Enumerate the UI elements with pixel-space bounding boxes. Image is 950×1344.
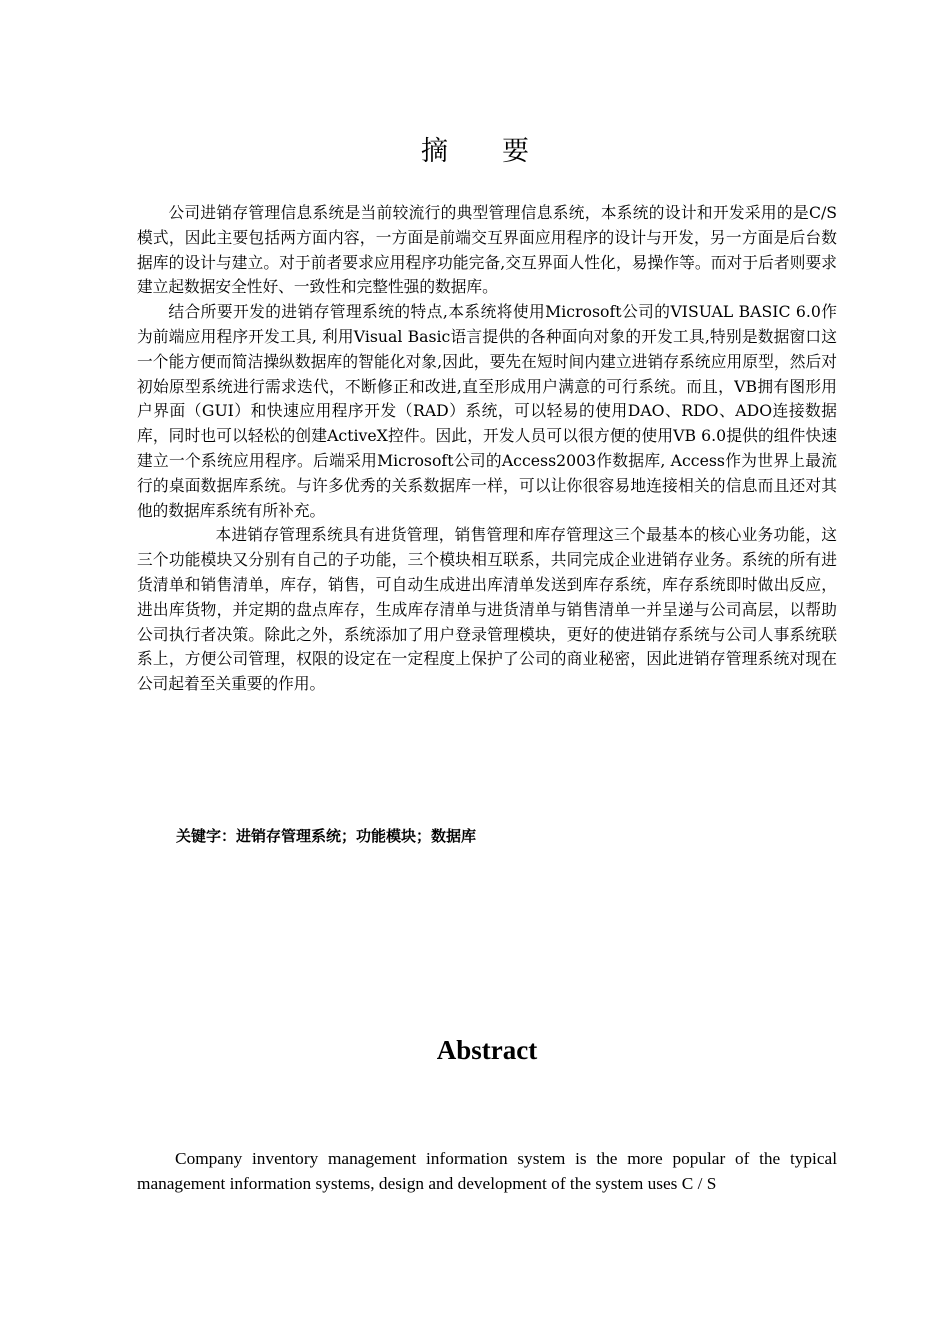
english-paragraph-1: Company inventory management information system is the more popular of the typical management information systems, design and development of the system uses C / S <box>137 1149 837 1193</box>
english-abstract-title: Abstract <box>436 1035 538 1065</box>
keywords-line: 关键字：进销存管理系统；功能模块；数据库 <box>176 827 477 845</box>
chinese-paragraph-1: 公司进销存管理信息系统是当前较流行的典型管理信息系统，本系统的设计和开发采用的是C/S模式，因此主要包括两方面内容，一方面是前端交互界面应用程序的设计与开发，另一方面是后台数据库的设计与建立。对于前者要求应用程序功能完备,交互界面人性化，易操作等。而对于后者则要求建立起数据安全性好、一致性和完整性强的数据库。 <box>137 203 837 297</box>
chinese-abstract-title: 摘 要 <box>421 136 529 167</box>
chinese-paragraph-3: 本进销存管理系统具有进货管理，销售管理和库存管理这三个最基本的核心业务功能，这三个功能模块又分别有自己的子功能，三个模块相互联系，共同完成企业进销存业务。系统的所有进货清单和销售清单，库存，销售，可自动生成进出库清单发送到库存系统，库存系统即时做出反应，进出库货物，并定期的盘点库存，生成库存清单与进货清单与销售清单一并呈递与公司高层，以帮助公司执行者决策。除此之外，系统添加了用户登录管理模块，更好的使进销存系统与公司人事系统联系上，方便公司管理，权限的设定在一定程度上保护了公司的商业秘密，因此进销存管理系统对现在公司起着至关重要的作用。 <box>137 525 837 694</box>
english-abstract-body <box>137 1147 837 1197</box>
chinese-paragraph-2: 结合所要开发的进销存管理系统的特点,本系统将使用Microsoft公司的VISUAL BASIC 6.0作为前端应用程序开发工具, 利用Visual Basic语言提供的各种面向对象的开发工具,特别是数据窗口这一个能方便而简洁操纵数据库的智能化对象,因此，要先在短时间内建立进销存系统应用原型，然后对初始原型系统进行需求迭代，不断修正和改进,直至形成用户满意的可行系统。而且，VB拥有图形用户界面（GUI）和快速应用程序开发（RAD）系统，可以轻易的使用DAO、RDO、ADO连接数据库，同时也可以轻松的创建ActiveX控件。因此，开发人员可以很方便的使用VB 6.0提供的组件快速建立一个系统应用程序。后端采用Microsoft公司的Access2003作数据库, Access作为世界上最流行的桌面数据库系统。与许多优秀的关系数据库一样，可以让你很容易地连接相关的信息而且还对其他的数据库系统有所补充。 <box>137 302 837 520</box>
chinese-abstract-body <box>137 201 837 697</box>
